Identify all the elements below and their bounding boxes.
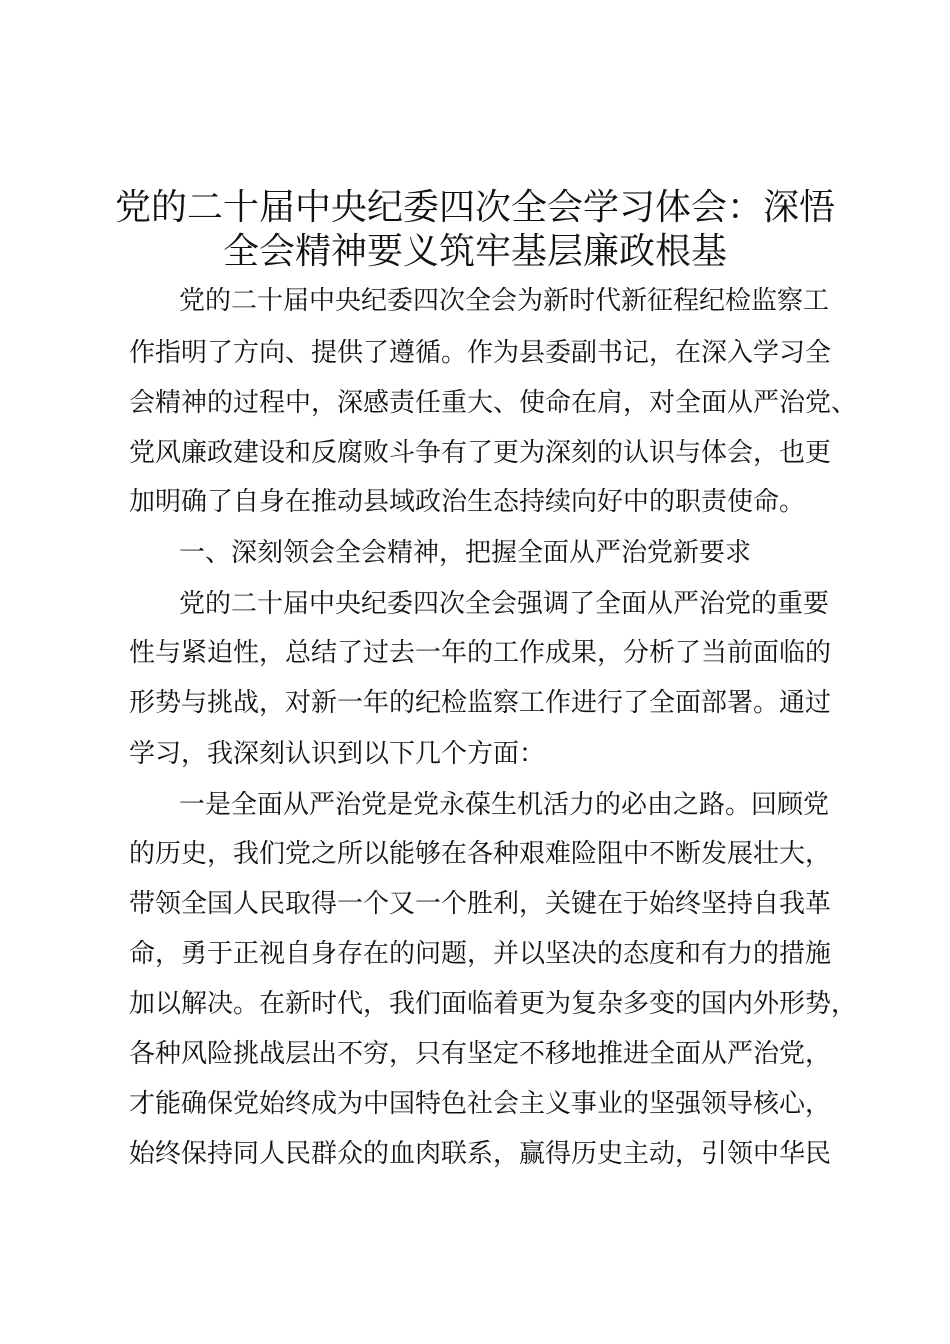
paragraph-line: 的历史，我们党之所以能够在各种艰难险阻中不断发展壮大， — [129, 839, 832, 869]
document-title-line-1: 党的二十届中央纪委四次全会学习体会：深悟 — [114, 187, 835, 228]
paragraph-line: 加以解决。在新时代，我们面临着更为复杂多变的国内外形势， — [129, 989, 858, 1019]
paragraph-line: 学习，我深刻认识到以下几个方面： — [129, 739, 546, 769]
paragraph-line: 性与紧迫性，总结了过去一年的工作成果，分析了当前面临的 — [129, 638, 832, 668]
paragraph-line: 带领全国人民取得一个又一个胜利，关键在于始终坚持自我革 — [129, 889, 832, 919]
paragraph-line: 党风廉政建设和反腐败斗争有了更为深刻的认识与体会，也更 — [129, 438, 832, 468]
document-title-line-2: 全会精神要义筑牢基层廉政根基 — [222, 231, 727, 272]
paragraph-line: 作指明了方向、提供了遵循。作为县委副书记，在深入学习全 — [129, 338, 832, 368]
paragraph-line: 始终保持同人民群众的血肉联系，赢得历史主动，引领中华民 — [129, 1139, 832, 1169]
paragraph-line: 形势与挑战，对新一年的纪检监察工作进行了全面部署。通过 — [129, 688, 832, 718]
paragraph-line: 党的二十届中央纪委四次全会为新时代新征程纪检监察工 — [179, 286, 830, 316]
paragraph-line: 党的二十届中央纪委四次全会强调了全面从严治党的重要 — [179, 589, 830, 619]
paragraph-line: 会精神的过程中，深感责任重大、使命在肩，对全面从严治党、 — [129, 388, 858, 418]
paragraph-line: 一是全面从严治党是党永葆生机活力的必由之路。回顾党 — [179, 790, 830, 820]
paragraph-line: 命，勇于正视自身存在的问题，并以坚决的态度和有力的措施 — [129, 939, 832, 969]
paragraph-line: 加明确了自身在推动县域政治生态持续向好中的职责使命。 — [129, 487, 806, 517]
paragraph-line: 才能确保党始终成为中国特色社会主义事业的坚强领导核心， — [129, 1089, 832, 1119]
section-heading: 一、深刻领会全会精神，把握全面从严治党新要求 — [179, 538, 752, 568]
paragraph-line: 各种风险挑战层出不穷，只有坚定不移地推进全面从严治党， — [129, 1039, 832, 1069]
